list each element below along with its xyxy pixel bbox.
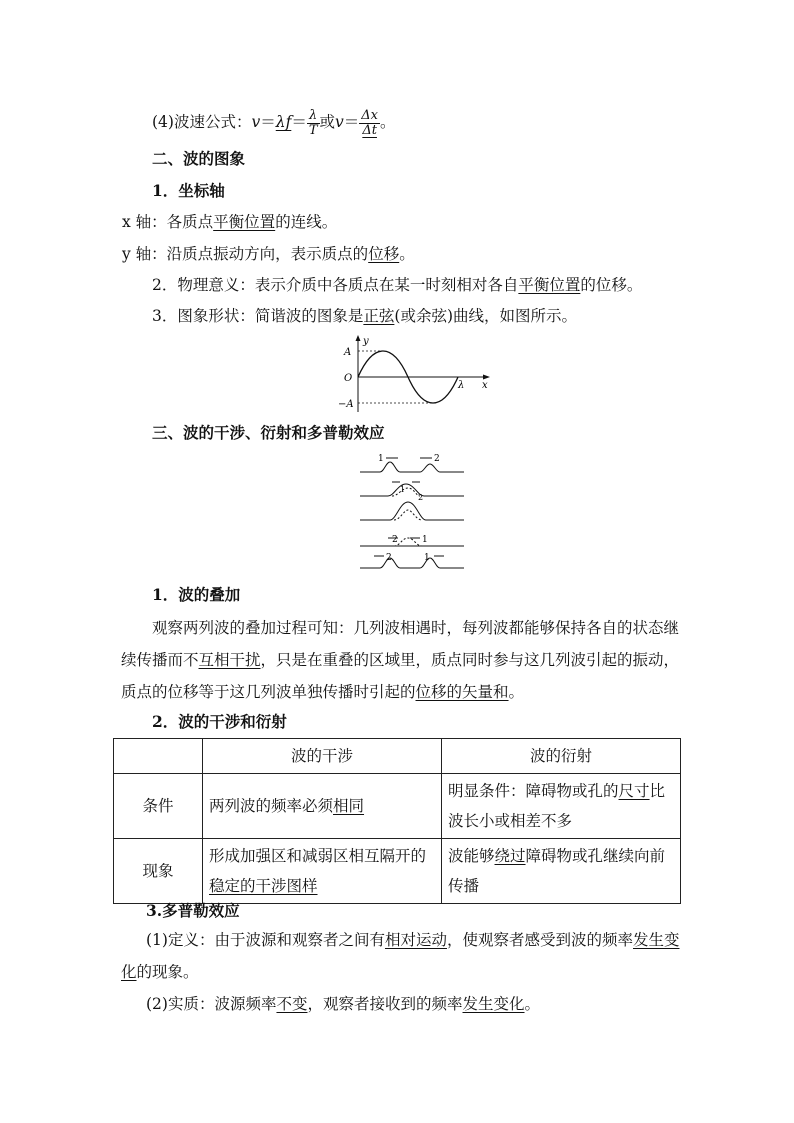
table-cell xyxy=(203,774,442,839)
comparison-table xyxy=(113,738,681,904)
text: 波能够 xyxy=(448,847,495,865)
text: 形成加强区和减弱区相互隔开的 xyxy=(209,847,427,865)
doppler-essence xyxy=(146,993,540,1015)
answer-text: 绕过 xyxy=(494,847,526,865)
table-row xyxy=(114,839,681,904)
answer-text: 相对运动 xyxy=(384,931,447,949)
answer-text: 正弦 xyxy=(363,307,395,325)
lambda-label: λ xyxy=(458,380,465,391)
y-axis-arrow xyxy=(356,335,361,341)
formula-eq: ＝ xyxy=(343,113,360,131)
x-axis-arrow xyxy=(483,375,490,380)
table-row xyxy=(114,739,681,774)
physical-meaning xyxy=(152,274,642,296)
item-coordinate-axis: 1．坐标轴 xyxy=(152,181,225,200)
wave-speed-formula xyxy=(152,104,396,140)
negA-label: −A xyxy=(338,399,354,410)
formula-end: 。 xyxy=(380,113,396,131)
wave-row-3 xyxy=(360,502,464,520)
section-title-wave-graph: 二、波的图象 xyxy=(152,149,246,168)
table-row xyxy=(114,774,681,839)
text: 。 xyxy=(524,995,541,1013)
wave-row-2-dash xyxy=(392,488,420,496)
text: ，只是在重叠的区域里，质点同时参与这几列波引起的振动，质点的位移等于这几列波单独传播时引起的 xyxy=(121,651,680,701)
superposition-paragraph xyxy=(121,612,681,708)
text: (2)实质：波源频率 xyxy=(146,995,277,1013)
y-axis-desc xyxy=(122,243,415,265)
formula-lambda-f: λf xyxy=(275,113,292,131)
sine-wave-graph xyxy=(336,334,496,414)
answer-text: 尺寸 xyxy=(618,782,650,800)
text: 明显条件：障碍物或孔的 xyxy=(448,782,619,800)
x-axis-desc xyxy=(122,211,337,233)
wave-row-2 xyxy=(360,484,464,496)
sub-doppler: 3.多普勒效应 xyxy=(146,901,240,920)
A-label: A xyxy=(344,347,352,358)
frac-num: λ xyxy=(307,109,320,124)
formula-prefix: (4)波速公式： xyxy=(152,113,252,131)
formula-v: v xyxy=(335,113,344,131)
wave-row-1 xyxy=(360,462,464,472)
fraction-dx-over-dt xyxy=(359,109,380,138)
text: (1)定义：由于波源和观察者之间有 xyxy=(146,931,385,949)
formula-v: v xyxy=(251,113,261,131)
text: 。 xyxy=(508,683,525,701)
text: 的现象。 xyxy=(136,963,199,981)
text: 。 xyxy=(399,245,415,263)
text: 障碍物或孔继续向前传播 xyxy=(448,847,666,895)
sub-interference-diffraction: 2．波的干涉和衍射 xyxy=(152,712,287,731)
answer-text: 不变 xyxy=(276,995,308,1013)
formula-or: 或 xyxy=(319,113,336,131)
diagram-label-1: 1 xyxy=(378,454,384,464)
superposition-diagram xyxy=(358,452,468,574)
frac-den: T xyxy=(308,122,318,138)
text: 2．物理意义：表示介质中各质点在某一时刻相对各自 xyxy=(152,276,519,294)
answer-text: 相同 xyxy=(333,797,365,815)
section-title-interference: 三、波的干涉、衍射和多普勒效应 xyxy=(152,423,385,442)
text: y 轴：沿质点振动方向，表示质点的 xyxy=(122,245,369,263)
table-cell xyxy=(442,839,681,904)
diagram-label-2: 2 xyxy=(386,553,392,563)
frac-num: Δx xyxy=(361,107,379,123)
origin-label: O xyxy=(344,373,353,384)
text: ，观察者接收到的频率 xyxy=(307,995,463,1013)
answer-text: 发生变化 xyxy=(121,931,680,981)
answer-text: 互相干扰 xyxy=(198,651,261,669)
table-header: 波的干涉 xyxy=(203,739,442,774)
answer-text: 发生变化 xyxy=(462,995,525,1013)
diagram-label-2: 2 xyxy=(392,535,398,545)
frac-den: Δt xyxy=(362,122,377,138)
formula-eq: ＝ xyxy=(291,113,307,131)
row-label: 条件 xyxy=(114,774,203,839)
graph-shape xyxy=(152,305,577,327)
y-label: y xyxy=(363,336,369,347)
text: 比波长小或相差不多 xyxy=(448,782,666,830)
answer-text: 稳定的干涉图样 xyxy=(209,877,318,895)
table-cell xyxy=(114,739,203,774)
table-cell xyxy=(442,774,681,839)
answer-text: 平衡位置 xyxy=(518,276,581,294)
wave-row-5 xyxy=(360,558,464,568)
answer-text: 位移 xyxy=(368,245,400,263)
answer-text: 平衡位置 xyxy=(213,213,276,231)
doppler-definition xyxy=(121,924,681,988)
diagram-label-1: 1 xyxy=(400,485,406,494)
table-cell xyxy=(203,839,442,904)
text: ，使观察者感受到波的频率 xyxy=(446,931,633,949)
diagram-label-1: 1 xyxy=(422,535,428,545)
diagram-label-1: 1 xyxy=(424,553,430,563)
text: 的位移。 xyxy=(580,276,643,294)
row-label: 现象 xyxy=(114,839,203,904)
text: 两列波的频率必须 xyxy=(209,797,334,815)
formula-eq: ＝ xyxy=(260,113,276,131)
x-label: x xyxy=(482,380,488,391)
text: 观察两列波的叠加过程可知：几列波相遇时，每列波都能够保持各自的状态继续传播而不 xyxy=(121,619,680,669)
text: 3．图象形状：简谐波的图象是 xyxy=(152,307,364,325)
diagram-label-2: 2 xyxy=(418,493,424,502)
text: (或余弦)曲线，如图所示。 xyxy=(394,307,577,325)
sub-superposition: 1．波的叠加 xyxy=(152,585,241,604)
fraction-lambda-over-T xyxy=(307,109,320,138)
answer-text: 位移的矢量和 xyxy=(415,683,509,701)
wave-row-4-dash xyxy=(394,538,422,546)
diagram-label-2: 2 xyxy=(434,454,440,464)
text: x 轴：各质点 xyxy=(122,213,214,231)
text: 的连线。 xyxy=(275,213,338,231)
table-header: 波的衍射 xyxy=(442,739,681,774)
